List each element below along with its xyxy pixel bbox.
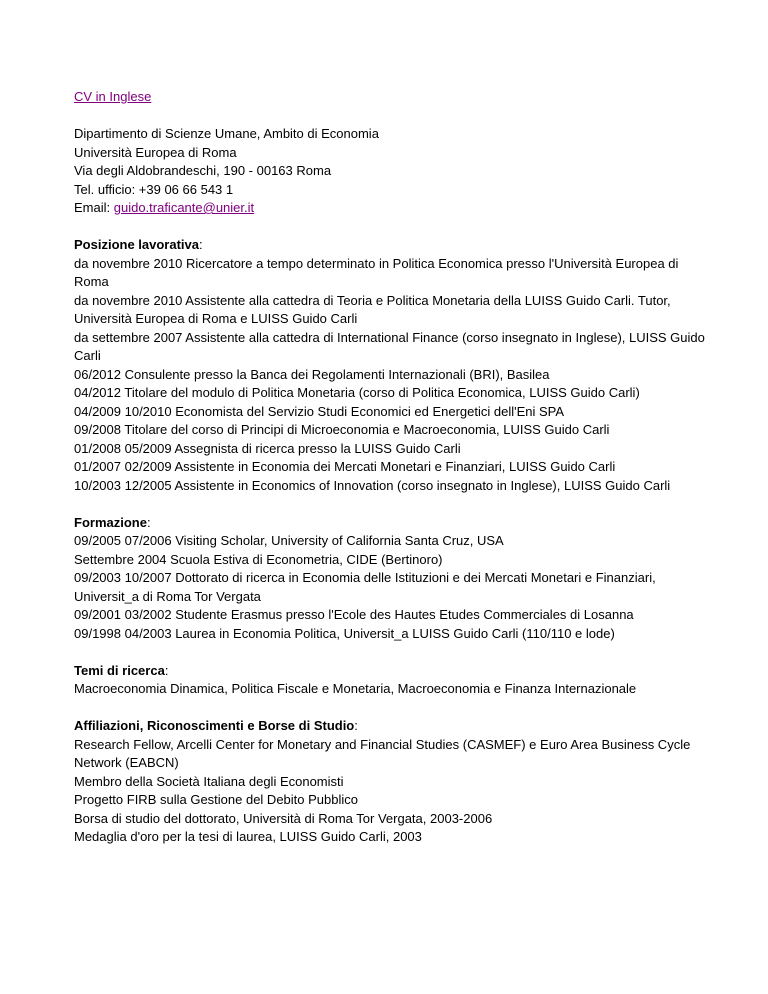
list-item: 09/2005 07/2006 Visiting Scholar, University of California Santa Cruz, USA: [74, 533, 504, 548]
section-title-affiliations: Affiliazioni, Riconoscimenti e Borse di Studio: [74, 718, 355, 733]
address: Via degli Aldobrandeschi, 190 - 00163 Roma: [74, 163, 332, 178]
list-item: Membro della Società Italiana degli Economisti: [74, 773, 344, 789]
contact-block: [74, 125, 714, 218]
list-item: 09/2001 03/2002 Studente Erasmus presso l'Ecole des Hautes Etudes Commerciales di Losanna: [74, 607, 634, 622]
list-item: 09/1998 04/2003 Laurea in Economia Politica, Universit_a LUISS Guido Carli (110/110 e lode): [74, 625, 615, 641]
email-label: Email:: [74, 200, 114, 215]
list-item: 01/2007 02/2009 Assistente in Economia dei Mercati Monetari e Finanziari, LUISS Guido Carli: [74, 459, 616, 474]
department: Dipartimento di Scienze Umane, Ambito di Economia: [74, 126, 379, 141]
list-item: da settembre 2007 Assistente alla cattedra di International Finance (corso insegnato in Inglese), LUISS Guido Carli: [74, 329, 705, 363]
section-title-positions: Posizione lavorativa: [74, 237, 199, 252]
email-link[interactable]: guido.traficante@unier.it: [113, 200, 255, 215]
section-heading: Affiliazioni, Riconoscimenti e Borse di Studio:: [74, 718, 358, 733]
list-item: da novembre 2010 Ricercatore a tempo determinato in Politica Economica presso l'Università Europea di Roma: [74, 255, 679, 289]
list-item: Progetto FIRB sulla Gestione del Debito Pubblico: [74, 792, 358, 807]
university: Università Europea di Roma: [74, 144, 237, 160]
section-research-topics: [74, 662, 714, 699]
section-heading: Temi di ricerca:: [74, 662, 169, 678]
list-item: Borsa di studio del dottorato, Università di Roma Tor Vergata, 2003-2006: [74, 810, 493, 826]
section-title-research: Temi di ricerca: [74, 662, 165, 678]
list-item: Macroeconomia Dinamica, Politica Fiscale e Monetaria, Macroeconomia e Finanza Internazionale: [74, 681, 637, 696]
list-item: 06/2012 Consulente presso la Banca dei Regolamenti Internazionali (BRI), Basilea: [74, 366, 550, 382]
list-item: Medaglia d'oro per la tesi di laurea, LUISS Guido Carli, 2003: [74, 829, 422, 844]
cv-english-link[interactable]: CV in Inglese: [74, 89, 152, 104]
section-affiliations: [74, 717, 714, 847]
list-item: 04/2009 10/2010 Economista del Servizio Studi Economici ed Energetici dell'Eni SPA: [74, 403, 565, 419]
section-title-education: Formazione: [74, 514, 147, 530]
section-education: [74, 514, 714, 644]
section-heading: Posizione lavorativa:: [74, 237, 203, 252]
list-item: 01/2008 05/2009 Assegnista di ricerca presso la LUISS Guido Carli: [74, 440, 461, 456]
section-heading: Formazione:: [74, 514, 151, 530]
list-item: 09/2003 10/2007 Dottorato di ricerca in Economia delle Istituzioni e dei Mercati Monetari e Finanziari, Universit_a di Roma Tor Vergata: [74, 570, 656, 604]
list-item: 04/2012 Titolare del modulo di Politica Monetaria (corso di Politica Economica, LUISS Guido Carli): [74, 385, 640, 400]
phone: Tel. ufficio: +39 06 66 543 1: [74, 181, 234, 197]
email-row: [74, 199, 714, 218]
cv-english-link-row: [74, 88, 714, 107]
list-item: 10/2003 12/2005 Assistente in Economics of Innovation (corso insegnato in Inglese), LUISS Guido Carli: [74, 477, 671, 493]
list-item: Research Fellow, Arcelli Center for Monetary and Financial Studies (CASMEF) e Euro Area Business Cycle Network (EABCN): [74, 736, 691, 770]
cv-document: [74, 88, 714, 847]
section-positions: [74, 236, 714, 495]
list-item: da novembre 2010 Assistente alla cattedra di Teoria e Politica Monetaria della LUISS Guido Carli. Tutor, Università Europea di Roma e LUISS Guido Carli: [74, 292, 671, 326]
list-item: 09/2008 Titolare del corso di Principi di Microeconomia e Macroeconomia, LUISS Guido Carli: [74, 422, 610, 437]
list-item: Settembre 2004 Scuola Estiva di Econometria, CIDE (Bertinoro): [74, 551, 443, 567]
